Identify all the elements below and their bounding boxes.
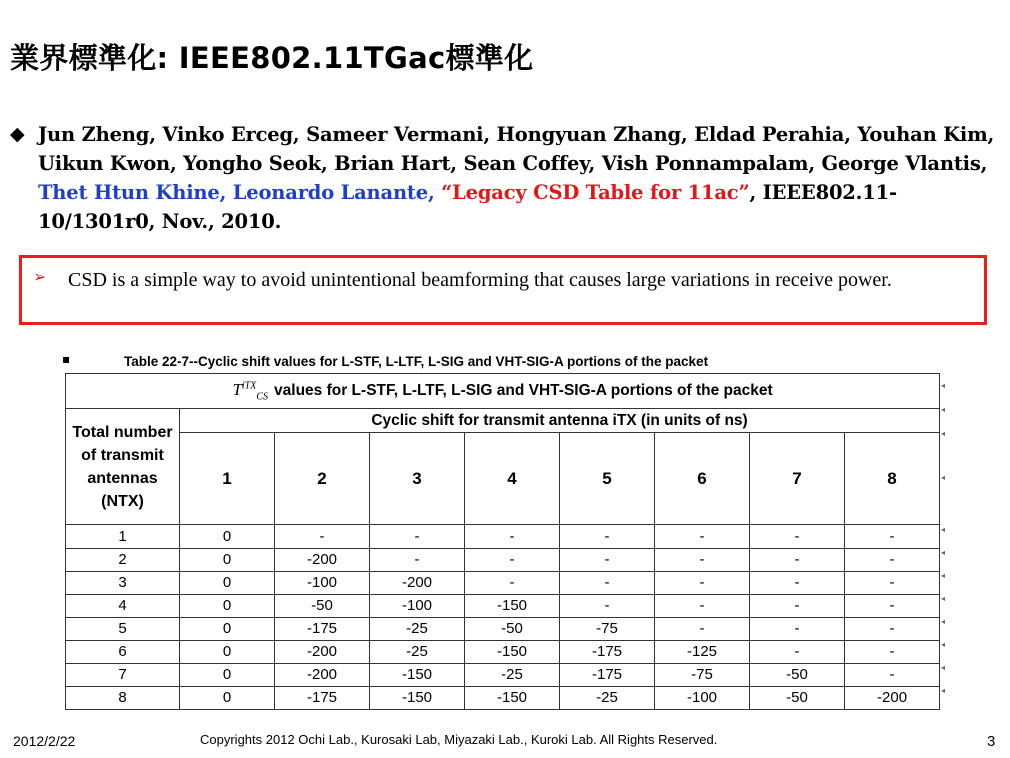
reference-venue: , IEEE802.11-10/1301r0, Nov., 2010. bbox=[38, 181, 897, 233]
cyclic-shift-cell: - bbox=[560, 548, 655, 571]
reference-paper-title: “Legacy CSD Table for 11ac” bbox=[441, 181, 750, 204]
table-row bbox=[66, 663, 940, 686]
cyclic-shift-cell: - bbox=[465, 548, 560, 571]
cyclic-shift-cell: - bbox=[845, 571, 940, 594]
page-number: 3 bbox=[987, 733, 996, 750]
tcs-symbol: $T^{iTX}_{CS}$ bbox=[232, 379, 269, 403]
table-row bbox=[66, 571, 940, 594]
table-row bbox=[66, 640, 940, 663]
cyclic-shift-cell: -25 bbox=[560, 686, 655, 709]
callout-text: CSD is a simple way to avoid unintentional beamforming that causes large variations in receive power. bbox=[68, 269, 892, 291]
cyclic-shift-cell: - bbox=[655, 617, 750, 640]
cyclic-shift-cell: 0 bbox=[180, 548, 275, 571]
row-header-total-antennas: Total number of transmit antennas (NTX) bbox=[66, 409, 180, 525]
cyclic-shift-cell: -200 bbox=[275, 663, 370, 686]
antenna-header-3: 3 bbox=[370, 433, 465, 525]
cyclic-shift-cell: -100 bbox=[275, 571, 370, 594]
cyclic-shift-cell: 0 bbox=[180, 640, 275, 663]
edge-marks: ◂ ◂ ◂ ◂ ◂ ◂ ◂ ◂ ◂ ◂ ◂ ◂ bbox=[941, 381, 946, 695]
table-row bbox=[66, 617, 940, 640]
cyclic-shift-cell: - bbox=[655, 525, 750, 548]
cyclic-shift-cell: - bbox=[560, 571, 655, 594]
cyclic-shift-cell: -75 bbox=[560, 617, 655, 640]
small-bullet-icon: ▪ bbox=[62, 352, 71, 366]
cyclic-shift-cell: - bbox=[655, 548, 750, 571]
antenna-header-5: 5 bbox=[560, 433, 655, 525]
cyclic-shift-cell: - bbox=[370, 525, 465, 548]
cyclic-shift-cell: - bbox=[845, 640, 940, 663]
cyclic-shift-cell: -50 bbox=[750, 663, 845, 686]
antenna-header-6: 6 bbox=[655, 433, 750, 525]
table-caption: Table 22-7--Cyclic shift values for L-STF, L-LTF, L-SIG and VHT-SIG-A portions of the packet bbox=[124, 354, 709, 369]
cyclic-shift-cell: - bbox=[845, 548, 940, 571]
cyclic-shift-cell: -150 bbox=[465, 640, 560, 663]
cyclic-shift-cell: 0 bbox=[180, 594, 275, 617]
cyclic-shift-cell: -25 bbox=[370, 617, 465, 640]
cyclic-shift-cell: 0 bbox=[180, 571, 275, 594]
antenna-header-8: 8 bbox=[845, 433, 940, 525]
cyclic-shift-cell: - bbox=[560, 525, 655, 548]
cyclic-shift-cell: -175 bbox=[560, 640, 655, 663]
cyclic-shift-cell: - bbox=[750, 617, 845, 640]
antenna-count-cell: 5 bbox=[66, 617, 180, 640]
cyclic-shift-cell: 0 bbox=[180, 525, 275, 548]
cyclic-shift-cell: - bbox=[275, 525, 370, 548]
cyclic-shift-cell: -25 bbox=[370, 640, 465, 663]
antenna-count-cell: 7 bbox=[66, 663, 180, 686]
cyclic-shift-cell: - bbox=[845, 594, 940, 617]
cyclic-shift-label: Cyclic shift for transmit antenna iTX (in units of ns) bbox=[180, 409, 940, 433]
cyclic-shift-cell: - bbox=[560, 594, 655, 617]
reference-citation bbox=[10, 120, 1000, 236]
reference-authors: Jun Zheng, Vinko Erceg, Sameer Vermani, Hongyuan Zhang, Eldad Perahia, Youhan Kim, Uikun Kwon, Yongho Seok, Brian Hart, Sean Coffey, Vish Ponnampalam, George Vlantis, bbox=[38, 123, 995, 175]
arrow-bullet-icon: ➢ bbox=[33, 267, 47, 286]
table-row bbox=[66, 594, 940, 617]
cyclic-shift-cell: 0 bbox=[180, 617, 275, 640]
cyclic-shift-cell: - bbox=[845, 663, 940, 686]
cyclic-shift-cell: -200 bbox=[275, 548, 370, 571]
cyclic-shift-cell: - bbox=[655, 594, 750, 617]
table-row bbox=[66, 548, 940, 571]
table-header-title: $T^{iTX}_{CS}$ values for L-STF, L-LTF, L-SIG and VHT-SIG-A portions of the packet bbox=[66, 374, 940, 409]
cyclic-shift-cell: -150 bbox=[465, 686, 560, 709]
antenna-header-4: 4 bbox=[465, 433, 560, 525]
cyclic-shift-cell: -150 bbox=[465, 594, 560, 617]
cyclic-shift-cell: -175 bbox=[275, 617, 370, 640]
antenna-count-cell: 4 bbox=[66, 594, 180, 617]
table-row bbox=[66, 686, 940, 709]
cyclic-shift-cell: - bbox=[465, 525, 560, 548]
cyclic-shift-cell: -200 bbox=[275, 640, 370, 663]
cyclic-shift-cell: -50 bbox=[275, 594, 370, 617]
antenna-header-7: 7 bbox=[750, 433, 845, 525]
cyclic-shift-cell: -150 bbox=[370, 663, 465, 686]
antenna-count-cell: 3 bbox=[66, 571, 180, 594]
footer-copyright: Copyrights 2012 Ochi Lab., Kurosaki Lab, Miyazaki Lab., Kuroki Lab. All Rights Reserved. bbox=[200, 732, 718, 747]
cyclic-shift-cell: -25 bbox=[465, 663, 560, 686]
antenna-count-cell: 1 bbox=[66, 525, 180, 548]
cyclic-shift-cell: -50 bbox=[750, 686, 845, 709]
cyclic-shift-table bbox=[65, 373, 940, 710]
cyclic-shift-cell: - bbox=[845, 525, 940, 548]
cyclic-shift-cell: - bbox=[750, 640, 845, 663]
cyclic-shift-cell: -75 bbox=[655, 663, 750, 686]
antenna-count-cell: 2 bbox=[66, 548, 180, 571]
cyclic-shift-cell: - bbox=[750, 525, 845, 548]
cyclic-shift-cell: -150 bbox=[370, 686, 465, 709]
antenna-count-cell: 6 bbox=[66, 640, 180, 663]
cyclic-shift-cell: -175 bbox=[560, 663, 655, 686]
slide-title: 業界標準化: IEEE802.11TGac標準化 bbox=[10, 41, 534, 75]
reference-authors-highlight: Thet Htun Khine, Leonardo Lanante, bbox=[38, 181, 435, 204]
antenna-header-2: 2 bbox=[275, 433, 370, 525]
cyclic-shift-cell: -175 bbox=[275, 686, 370, 709]
cyclic-shift-cell: - bbox=[750, 571, 845, 594]
cyclic-shift-cell: -100 bbox=[655, 686, 750, 709]
cyclic-shift-cell: -100 bbox=[370, 594, 465, 617]
cyclic-shift-cell: 0 bbox=[180, 663, 275, 686]
cyclic-shift-cell: -200 bbox=[370, 571, 465, 594]
cyclic-shift-cell: - bbox=[845, 617, 940, 640]
cyclic-shift-cell: -50 bbox=[465, 617, 560, 640]
footer-date: 2012/2/22 bbox=[13, 733, 76, 749]
cyclic-shift-cell: 0 bbox=[180, 686, 275, 709]
cyclic-shift-cell: - bbox=[465, 571, 560, 594]
diamond-bullet-icon: ◆ bbox=[10, 123, 25, 145]
csd-callout-box bbox=[19, 255, 987, 325]
cyclic-shift-cell: - bbox=[655, 571, 750, 594]
antenna-header-1: 1 bbox=[180, 433, 275, 525]
cyclic-shift-cell: - bbox=[750, 548, 845, 571]
cyclic-shift-cell: -200 bbox=[845, 686, 940, 709]
cyclic-shift-cell: - bbox=[370, 548, 465, 571]
table-row bbox=[66, 525, 940, 548]
antenna-count-cell: 8 bbox=[66, 686, 180, 709]
cyclic-shift-cell: - bbox=[750, 594, 845, 617]
cyclic-shift-cell: -125 bbox=[655, 640, 750, 663]
